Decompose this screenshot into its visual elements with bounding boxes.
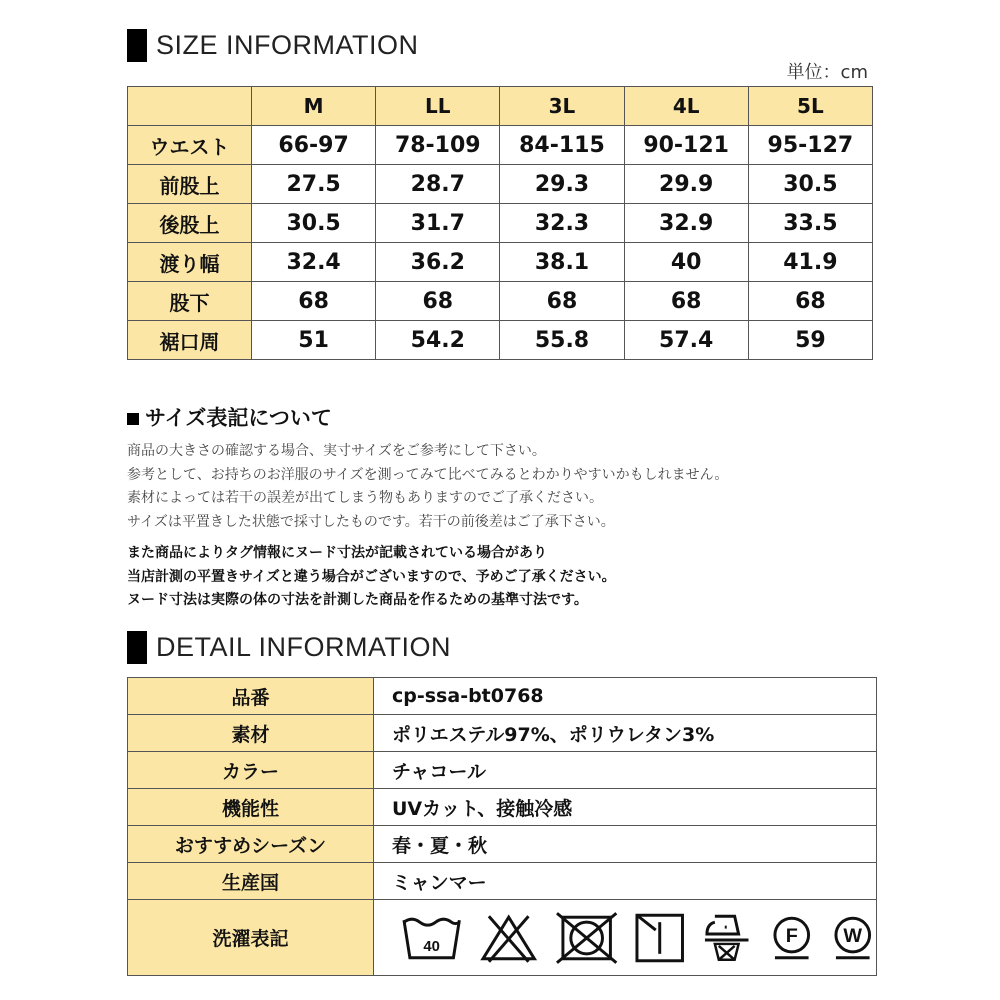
wet-clean-letter: W xyxy=(843,924,863,947)
size-value: 32.3 xyxy=(500,204,624,243)
detail-value: UVカット、接触冷感 xyxy=(374,789,877,826)
detail-label: カラー xyxy=(128,752,374,789)
size-value: 29.9 xyxy=(624,165,748,204)
size-value: 32.4 xyxy=(252,243,376,282)
size-col-header: 4L xyxy=(624,87,748,126)
row-label: ウエスト xyxy=(128,126,252,165)
size-value: 30.5 xyxy=(748,165,872,204)
note-line: 参考として、お持ちのお洋服のサイズを測ってみて比べてみるとわかりやすいかもしれません。 xyxy=(127,466,729,483)
care-row xyxy=(128,900,877,976)
size-col-header: 3L xyxy=(500,87,624,126)
size-value: 32.9 xyxy=(624,204,748,243)
row-label: 渡り幅 xyxy=(128,243,252,282)
row-label: 前股上 xyxy=(128,165,252,204)
size-value: 36.2 xyxy=(376,243,500,282)
notes-paragraph-2 xyxy=(127,542,616,613)
size-value: 41.9 xyxy=(748,243,872,282)
dry-clean-letter: F xyxy=(785,924,798,947)
table-row xyxy=(128,789,877,826)
notes-heading xyxy=(127,402,332,432)
detail-value: ミャンマー xyxy=(374,863,877,900)
table-row xyxy=(128,863,877,900)
size-value: 38.1 xyxy=(500,243,624,282)
size-value: 51 xyxy=(252,321,376,360)
dry-clean-f-icon xyxy=(769,915,815,961)
size-value: 57.4 xyxy=(624,321,748,360)
size-value: 84-115 xyxy=(500,126,624,165)
size-value: 27.5 xyxy=(252,165,376,204)
size-value: 28.7 xyxy=(376,165,500,204)
title-bar xyxy=(127,631,147,664)
care-icons xyxy=(392,910,876,966)
no-tumble-dry-icon xyxy=(555,911,618,965)
care-label: 洗濯表記 xyxy=(128,900,374,976)
table-row xyxy=(128,204,873,243)
iron-cloth-icon xyxy=(701,910,752,966)
detail-section-title xyxy=(127,631,451,664)
size-value: 78-109 xyxy=(376,126,500,165)
row-label: 股下 xyxy=(128,282,252,321)
size-value: 90-121 xyxy=(624,126,748,165)
wash-temp-text: 40 xyxy=(423,938,440,955)
note-line: サイズは平置きした状態で採寸したものです。若干の前後差はご了承下さい。 xyxy=(127,513,615,530)
size-value: 68 xyxy=(624,282,748,321)
size-value: 68 xyxy=(252,282,376,321)
size-value: 68 xyxy=(500,282,624,321)
table-row xyxy=(128,243,873,282)
care-icons-cell xyxy=(374,900,877,976)
table-row xyxy=(128,321,873,360)
note-line: ヌード寸法は実際の体の寸法を計測した商品を作るための基準寸法です。 xyxy=(127,592,588,608)
detail-value: チャコール xyxy=(374,752,877,789)
size-header-row xyxy=(128,87,873,126)
table-row xyxy=(128,282,873,321)
size-value: 55.8 xyxy=(500,321,624,360)
detail-label: 品番 xyxy=(128,678,374,715)
notes-paragraph-1 xyxy=(127,440,728,534)
size-title-text: SIZE INFORMATION xyxy=(156,30,419,60)
detail-title-text: DETAIL INFORMATION xyxy=(156,632,452,662)
table-row xyxy=(128,678,877,715)
row-label: 後股上 xyxy=(128,204,252,243)
size-value: 95-127 xyxy=(748,126,872,165)
detail-label: 生産国 xyxy=(128,863,374,900)
size-value: 59 xyxy=(748,321,872,360)
size-section-title xyxy=(127,29,419,62)
notes-heading-text: サイズ表記について xyxy=(145,406,332,430)
line-dry-icon xyxy=(634,912,685,964)
note-line: 商品の大きさの確認する場合、実寸サイズをご参考にして下さい。 xyxy=(127,443,546,459)
detail-table xyxy=(127,677,877,976)
table-row xyxy=(128,826,877,863)
table-row xyxy=(128,715,877,752)
detail-label: おすすめシーズン xyxy=(128,826,374,863)
row-label: 裾口周 xyxy=(128,321,252,360)
size-value: 30.5 xyxy=(252,204,376,243)
title-bar xyxy=(127,29,147,62)
size-value: 29.3 xyxy=(500,165,624,204)
wash-tub-40-icon xyxy=(400,912,463,964)
size-value: 40 xyxy=(624,243,748,282)
size-table xyxy=(127,86,873,360)
detail-value: 春・夏・秋 xyxy=(374,826,877,863)
detail-value: cp-ssa-bt0768 xyxy=(374,678,877,715)
size-col-header: M xyxy=(252,87,376,126)
wet-clean-w-icon xyxy=(830,915,876,961)
size-value: 68 xyxy=(748,282,872,321)
detail-label: 素材 xyxy=(128,715,374,752)
detail-label: 機能性 xyxy=(128,789,374,826)
size-value: 66-97 xyxy=(252,126,376,165)
note-line: 当店計測の平置きサイズと違う場合がございますので、予めご了承ください。 xyxy=(127,568,616,585)
corner-cell xyxy=(128,87,252,126)
detail-value: ポリエステル97%、ポリウレタン3% xyxy=(374,715,877,752)
table-row xyxy=(128,165,873,204)
size-col-header: LL xyxy=(376,87,500,126)
size-col-header: 5L xyxy=(748,87,872,126)
table-row xyxy=(128,752,877,789)
square-bullet-icon xyxy=(127,413,139,425)
size-value: 54.2 xyxy=(376,321,500,360)
note-line: 素材によっては若干の誤差が出てしまう物もありますのでご了承ください。 xyxy=(127,490,603,506)
unit-label: 単位：cm xyxy=(786,62,868,83)
table-row xyxy=(128,126,873,165)
size-value: 33.5 xyxy=(748,204,872,243)
size-value: 31.7 xyxy=(376,204,500,243)
size-value: 68 xyxy=(376,282,500,321)
note-line: また商品によりタグ情報にヌード寸法が記載されている場合があり xyxy=(127,545,547,561)
no-bleach-icon xyxy=(479,912,538,964)
